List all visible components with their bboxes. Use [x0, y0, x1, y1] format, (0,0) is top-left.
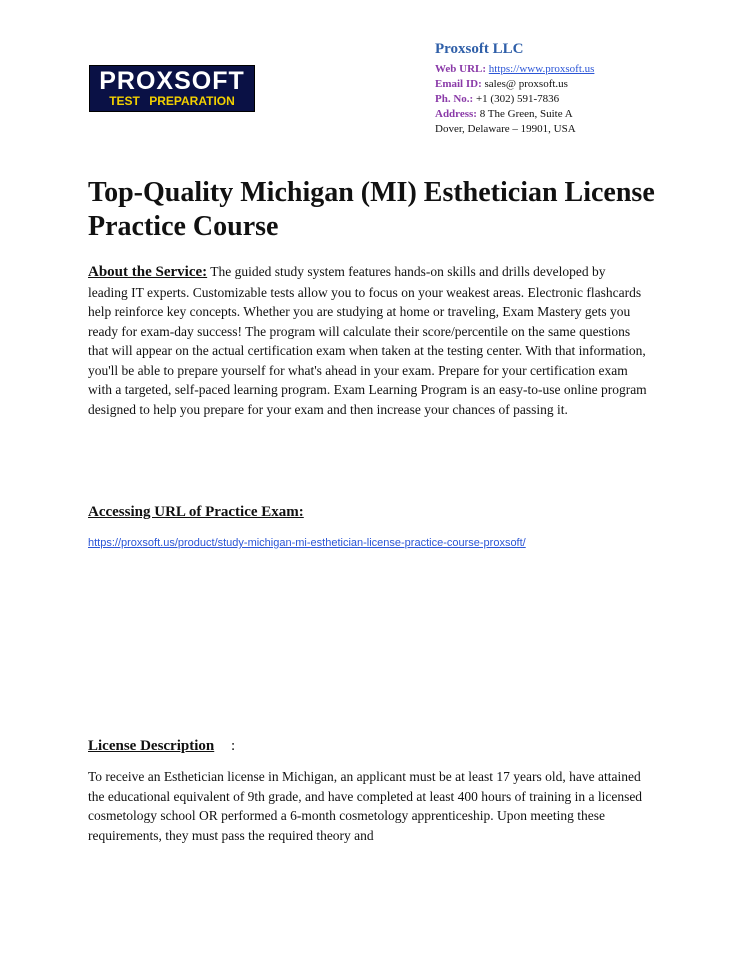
about-service-text: The guided study system features hands-on skills and drills developed by leading IT experts. Customizable tests allow you to focus on your weakest areas. Electronic flashcards help reinforce key concepts. Whether you are studying at home or traveling, Exam Mastery gets you ready for exam-day success! The program will calculate their score/percentile on the same questions that will appear on the actual certification exam when taken at the testing center. With that information, you'll be able to prepare yourself for what's ahead in your exam. Prepare for your certification exam with a targeted, self-paced learning program. Exam Learning Program is an easy-to-use online program designed to help you prepare for your exam and then increase your chances of passing it.	[88, 264, 647, 417]
address-line-2: Dover, Delaware – 19901, USA	[435, 123, 576, 135]
address-line	[435, 107, 573, 122]
email-line	[435, 77, 568, 92]
practice-exam-link[interactable]: https://proxsoft.us/product/study-michigan-mi-esthetician-license-practice-course-proxsoft/	[88, 537, 526, 549]
company-name: Proxsoft LLC	[435, 41, 524, 57]
proxsoft-logo	[89, 65, 255, 112]
license-heading-colon: :	[231, 738, 236, 754]
phone-label: Ph. No.:	[435, 93, 474, 105]
access-url-heading: Accessing URL of Practice Exam:	[88, 504, 304, 520]
address-line-1: 8 The Green, Suite A	[479, 108, 573, 120]
license-description-heading	[88, 738, 214, 755]
about-service-paragraph	[88, 262, 648, 419]
license-description-label: License Description	[88, 738, 215, 754]
phone-value: +1 (302) 591-7836	[475, 93, 560, 105]
email-value: sales@ proxsoft.us	[484, 78, 568, 90]
web-url-label: Web URL:	[435, 63, 487, 75]
web-url-link[interactable]: https://www.proxsoft.us	[488, 63, 595, 75]
logo-tagline: TEST PREPARATION	[109, 94, 235, 108]
phone-line	[435, 92, 559, 107]
page-title: Top-Quality Michigan (MI) Esthetician License Practice Course	[88, 177, 655, 242]
web-url-line	[435, 62, 594, 77]
address-label: Address:	[435, 108, 477, 120]
email-label: Email ID:	[435, 78, 482, 90]
license-description-text: To receive an Esthetician license in Michigan, an applicant must be at least 17 years old, have attained the educational equivalent of 9th grade, and have completed at least 400 hours of training in a licensed cosmetology school OR performed a 6-month cosmetology apprenticeship. Upon meeting these requirements, they must pass the required theory and	[88, 769, 643, 843]
logo-wordmark: PROXSOFT	[99, 67, 245, 95]
about-service-label: About the Service:	[88, 264, 208, 280]
